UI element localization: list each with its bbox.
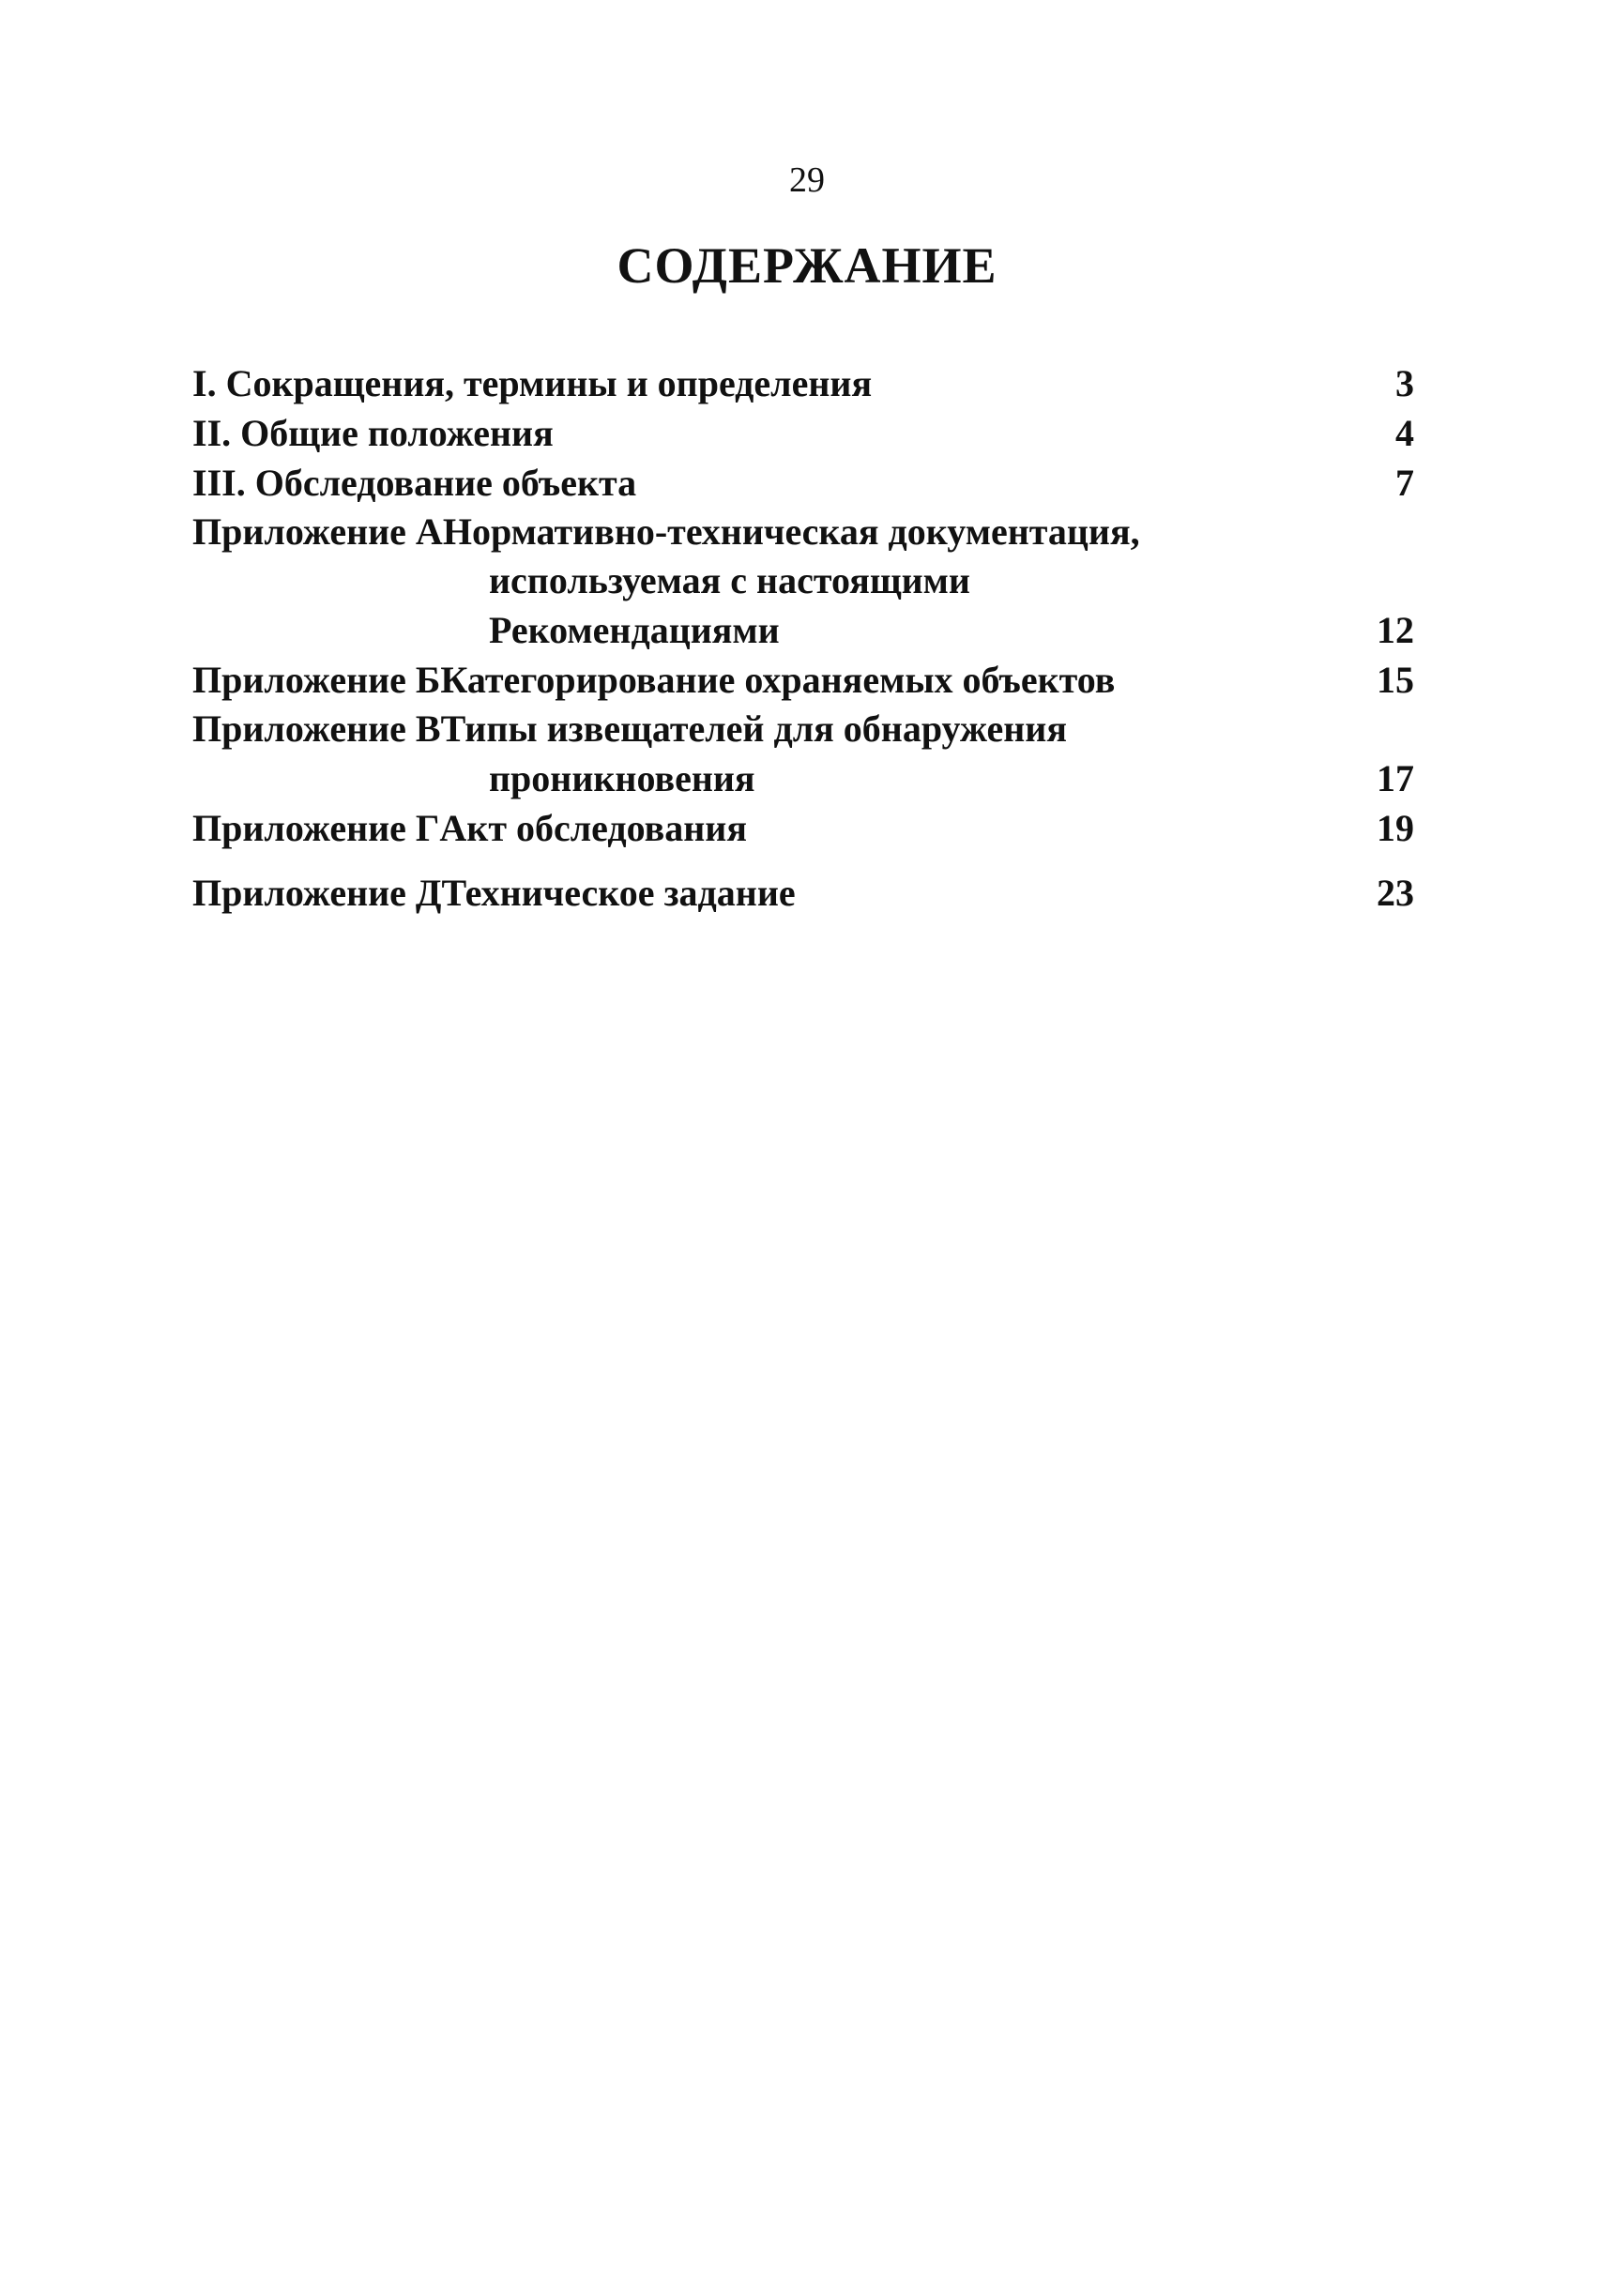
toc-entry-prefix: Приложение Б: [192, 659, 441, 701]
toc-entry-title: Акт обследования: [439, 807, 747, 849]
toc-entry-title: Категорирование охраняемых объектов: [440, 659, 1116, 701]
toc-entry-object-survey[interactable]: [192, 458, 1414, 508]
toc-entry-prefix: Приложение В: [192, 707, 441, 750]
toc-entry-page: 3: [1395, 362, 1414, 404]
toc-entry-appendix-v[interactable]: [192, 705, 1414, 803]
toc-entry-title: III. Обследование объекта: [192, 462, 637, 504]
dot-leader: [876, 355, 1392, 392]
dot-leader: [799, 864, 1373, 902]
toc-entry-prefix: Приложение Г: [192, 807, 440, 849]
toc-entry-title-continuation: проникновения: [489, 757, 755, 799]
toc-entry-appendix-g[interactable]: [192, 803, 1414, 853]
toc-entry-title-continuation: используемая с настоящими: [489, 559, 970, 601]
dot-leader: [800, 601, 1373, 639]
toc-entry-title: Техническое задание: [441, 872, 796, 914]
toc-entry-prefix: Приложение Д: [192, 872, 442, 914]
toc-entry-title-continuation: Рекомендациями: [489, 609, 780, 651]
page-number: 29: [789, 160, 825, 200]
dot-leader: [759, 750, 1373, 787]
toc-entry-title: Типы извещателей для обнаружения: [440, 707, 1067, 750]
toc-entry-page: 7: [1395, 462, 1414, 504]
toc-entry-title: II. Общие положения: [192, 412, 554, 454]
dot-leader: [751, 799, 1373, 837]
dot-leader: [557, 404, 1392, 442]
dot-leader: [1119, 651, 1373, 689]
toc-entry-title: I. Сокращения, термины и определения: [192, 362, 873, 404]
toc-entry-title: Нормативно-техническая документация,: [442, 510, 1140, 553]
toc-entry-page: 15: [1377, 659, 1414, 701]
toc-entry-page: 23: [1377, 872, 1414, 914]
toc-entry-page: 12: [1377, 609, 1414, 651]
toc-entry-page: 19: [1377, 807, 1414, 849]
toc-entry-prefix: Приложение А: [192, 510, 443, 553]
toc-entry-page: 4: [1395, 412, 1414, 454]
toc-entry-general-provisions[interactable]: [192, 408, 1414, 458]
toc-entry-abbreviations[interactable]: [192, 358, 1414, 408]
toc-entry-appendix-a[interactable]: [192, 508, 1414, 655]
toc-entry-appendix-d[interactable]: [192, 868, 1414, 918]
page-title: СОДЕРЖАНИЕ: [617, 237, 997, 294]
toc-entry-page: 17: [1377, 757, 1414, 799]
table-of-contents: [192, 358, 1414, 918]
dot-leader: [640, 454, 1392, 492]
toc-entry-appendix-b[interactable]: [192, 655, 1414, 705]
